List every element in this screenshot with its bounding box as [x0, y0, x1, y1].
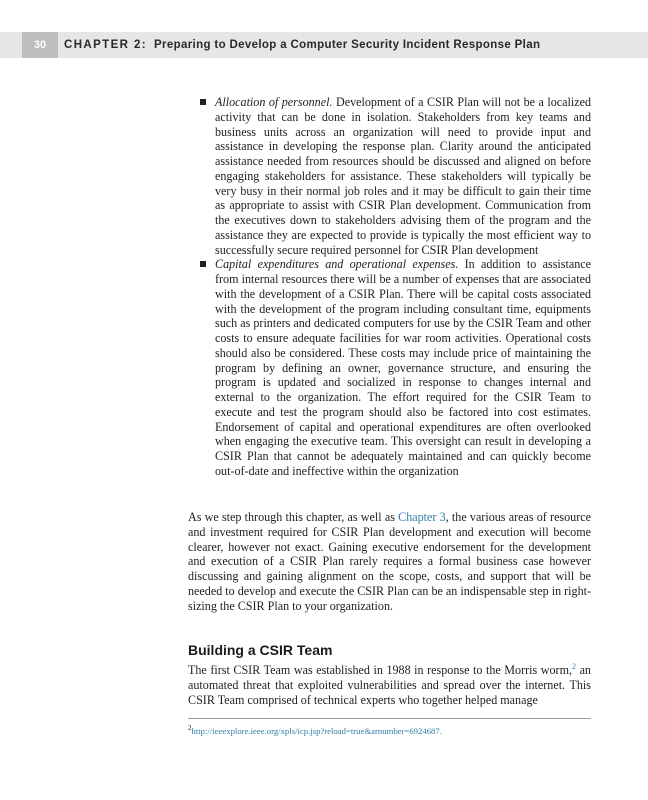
bullet-item-allocation-of-personnel: [215, 95, 591, 257]
body-paragraph: [188, 510, 591, 613]
bullet-term: Capital expenditures and operational expenses.: [215, 257, 459, 272]
footnote-url-link[interactable]: http://ieeexplore.ieee.org/xpls/icp.jsp?reload=true&arnumber=6924687: [191, 726, 440, 736]
body-paragraph: [188, 663, 591, 707]
footnote-reference[interactable]: 2: [572, 661, 577, 671]
footnote-divider: [188, 718, 591, 719]
chapter-3-link[interactable]: Chapter 3: [398, 510, 446, 524]
bullet-text: In addition to assistance from internal resources there will be a number of expenses that are associated with the development of a CSIR Plan. There will be capital costs associated with the development of the program including consultant time, equipments such as printers and dedicated computers for use by the CSIR Team and other costs to ensure adequate facilities for war room activities. Operational costs should also be considered. These costs may include price of maintaining the program by defining an owner, governance structure, and ensuring the program is updated and socialized in response to changes internal and external to the organization. The effort required for the CSIR Team to execute and test the program should also be factored into cost estimates. Endorsement of capital and operational expenditures are often overlooked when engaging the executive team. This oversight can result in developing a CSIR Plan that cannot be adequately maintained and can quickly become out-of-date and ineffective within the organization: [215, 257, 591, 478]
bullet-text: Development of a CSIR Plan will not be a localized activity that can be done in isolation. Stakeholders from key teams and business units across an organization will need to provide input and assistance in developing the response plan. Clarity around the anticipated assistance needed from resources should be discussed and aligned on before engaging stakeholders for assistance. These stakeholders will typically be very busy in their normal job roles and it may be difficult to gain their time as appropriate to assist with CSIR Plan development. Communication from the executives down to stakeholders advising them of the program and the assistance they are expected to provide is typically the most efficient way to successfully secure required personnel for CSIR Plan development: [215, 95, 591, 257]
square-bullet-icon: [200, 261, 206, 267]
footnote-period: .: [439, 726, 442, 736]
bullet-list: [215, 95, 591, 479]
bullet-term: Allocation of personnel.: [215, 95, 333, 109]
chapter-label: CHAPTER 2:: [64, 39, 148, 51]
paragraph-text: an automated threat that exploited vulnerabilities and spread over the internet. This CSIR Team comprised of technical experts who together helped manage: [188, 663, 591, 707]
page-number: 30: [22, 32, 58, 58]
paragraph-text: As we step through this chapter, as well as: [188, 510, 399, 524]
section-heading: Building a CSIR Team: [188, 642, 333, 658]
paragraph-text: The first CSIR Team was established in 1988 in response to the Morris worm,: [188, 663, 573, 677]
running-header: [64, 32, 540, 58]
bullet-item-capital-expenditures: [215, 257, 591, 478]
paragraph-text: , the various areas of resource and investment required for CSIR Plan development and execution will become clearer, however not exact. Gaining executive endorsement for the development and execution of a CSIR Plan rarely requires a formal business case however discussing and gaining alignment on the scope, costs, and support that will be needed to develop and execute the CSIR Plan can be an indispensable step in right-sizing the CSIR Plan to your organization.: [188, 510, 592, 613]
footnote: [188, 726, 442, 737]
square-bullet-icon: [200, 99, 206, 105]
chapter-title: Preparing to Develop a Computer Security Incident Response Plan: [154, 39, 541, 51]
footnote-marker: 2: [188, 724, 192, 733]
